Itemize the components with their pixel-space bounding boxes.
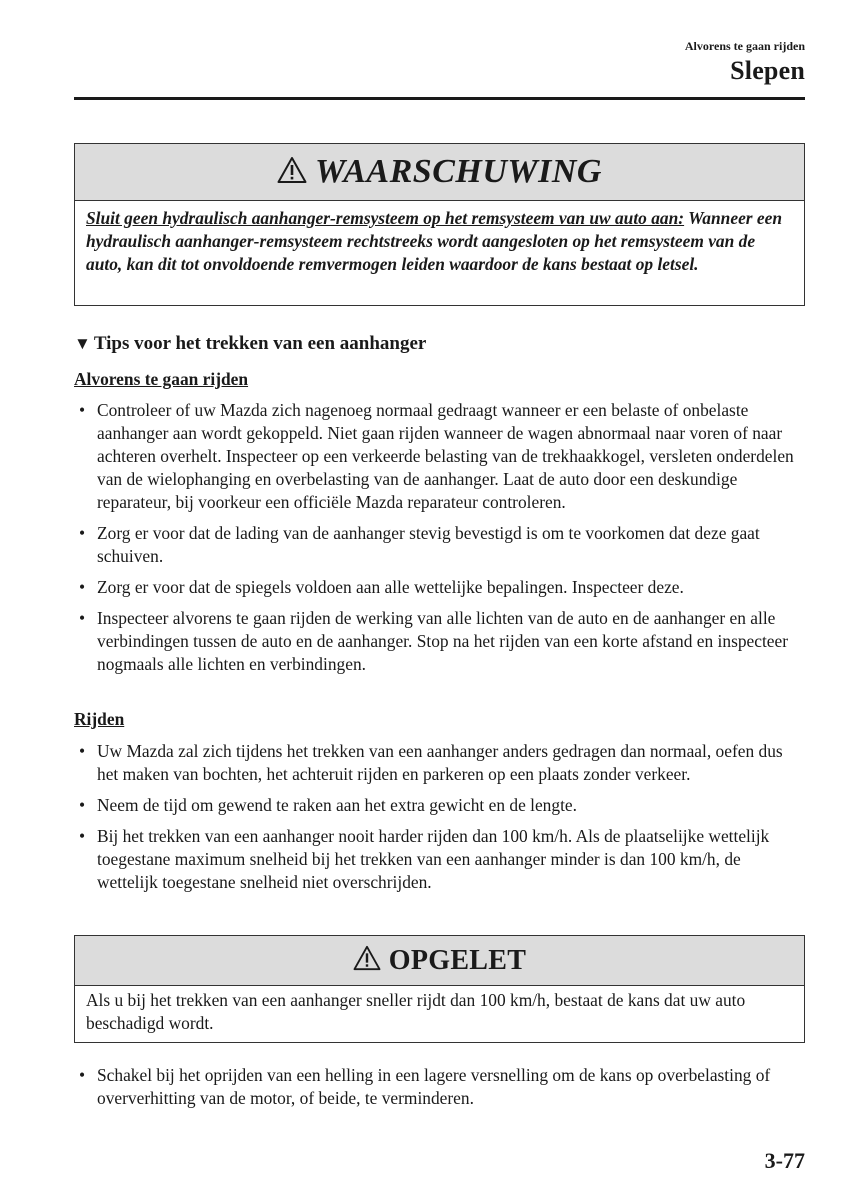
list-item-text: Inspecteer alvorens te gaan rijden de werking van alle lichten van de auto en de aanhanger en alle verbindingen tussen de auto en de aanhanger. Stop na het rijden van een korte afstand en inspecteer nogmaals alle lichten en verbindingen. xyxy=(97,608,789,674)
final-list xyxy=(74,1064,805,1118)
caution-title: OPGELET xyxy=(388,944,527,976)
list-item-text: Bij het trekken van een aanhanger nooit harder rijden dan 100 km/h. Als de plaatselijke wettelijk toegestane maximum snelheid bij het trekken van een aanhanger minder is dan 100 km/h, de wettelijk toegestane snelheid niet overschrijden. xyxy=(97,826,770,892)
subsection-title xyxy=(74,333,426,355)
bullet-icon: • xyxy=(79,608,86,628)
bullet-icon: • xyxy=(79,795,86,815)
bullet-icon: • xyxy=(79,741,86,761)
list-item-text: Neem de tijd om gewend te raken aan het extra gewicht en de lengte. xyxy=(97,795,577,815)
warning-text: Wanneer een hydraulisch aanhanger-remsysteem rechtstreeks wordt aangesloten op het remsysteem van de auto, kan dit tot onvoldoende remvermogen leiden waardoor de kans bestaat op letsel. xyxy=(86,208,783,274)
list-item xyxy=(74,794,805,817)
list-item-text: Uw Mazda zal zich tijdens het trekken van een aanhanger anders gedragen dan normaal, oefen dus het maken van bochten, het achteruit rijden en parkeren op een plaats zonder verkeer. xyxy=(97,741,783,784)
caution-box xyxy=(74,935,805,1043)
warning-title: WAARSCHUWING xyxy=(315,153,602,190)
page-number: 3-77 xyxy=(764,1148,805,1173)
driving-list xyxy=(74,740,805,902)
list-item-text: Zorg er voor dat de spiegels voldoen aan alle wettelijke bepalingen. Inspecteer deze. xyxy=(97,577,684,597)
list-item xyxy=(74,825,805,894)
list-item xyxy=(74,522,805,568)
list-item xyxy=(74,576,805,599)
page-title: Slepen xyxy=(730,56,805,85)
list-item-text: Controleer of uw Mazda zich nagenoeg normaal gedraagt wanneer er een belaste of onbelaste aanhanger aan wordt gekoppeld. Niet gaan rijden wanneer de wagen abnormaal naar voren of naar achteren overhelt. Inspecteer op een verkeerde belasting van de trekhaakkogel, versleten onderdelen van de wielophanging en overbelasting van de aanhanger. Laat de auto door een deskundige reparateur, bij voorkeur een officiële Mazda reparateur controleren. xyxy=(97,400,794,512)
warning-header xyxy=(75,144,804,201)
bullet-icon: • xyxy=(79,577,86,597)
list-item-text: Schakel bij het oprijden van een helling in een lagere versnelling om de kans op overbelasting of oververhitting van de motor, of beide, te verminderen. xyxy=(97,1065,771,1108)
heading-before-driving: Alvorens te gaan rijden xyxy=(74,369,249,389)
bullet-icon: • xyxy=(79,1065,86,1085)
list-item xyxy=(74,740,805,786)
list-item-text: Zorg er voor dat de lading van de aanhanger stevig bevestigd is om te voorkomen dat deze gaat schuiven. xyxy=(97,523,760,566)
subsection-title-text: Tips voor het trekken van een aanhanger xyxy=(93,333,427,354)
warning-box xyxy=(74,143,805,306)
section-header: Alvorens te gaan rijden xyxy=(684,39,805,53)
bullet-icon: • xyxy=(79,523,86,543)
bullet-icon: • xyxy=(79,826,86,846)
list-item xyxy=(74,1064,805,1110)
section-marker-icon: ▼ xyxy=(74,334,91,353)
list-item xyxy=(74,607,805,676)
caution-header xyxy=(75,936,804,986)
warning-triangle-icon xyxy=(277,156,307,189)
warning-body xyxy=(75,201,804,276)
warning-triangle-icon xyxy=(353,945,381,976)
heading-driving: Rijden xyxy=(74,709,125,729)
header-divider xyxy=(74,97,805,100)
bullet-icon: • xyxy=(79,400,86,420)
before-driving-list xyxy=(74,399,805,684)
list-item xyxy=(74,399,805,514)
warning-lead: Sluit geen hydraulisch aanhanger-remsysteem op het remsysteem van uw auto aan: xyxy=(86,208,685,228)
caution-body: Als u bij het trekken van een aanhanger sneller rijdt dan 100 km/h, bestaat de kans dat uw auto beschadigd wordt. xyxy=(86,990,746,1033)
